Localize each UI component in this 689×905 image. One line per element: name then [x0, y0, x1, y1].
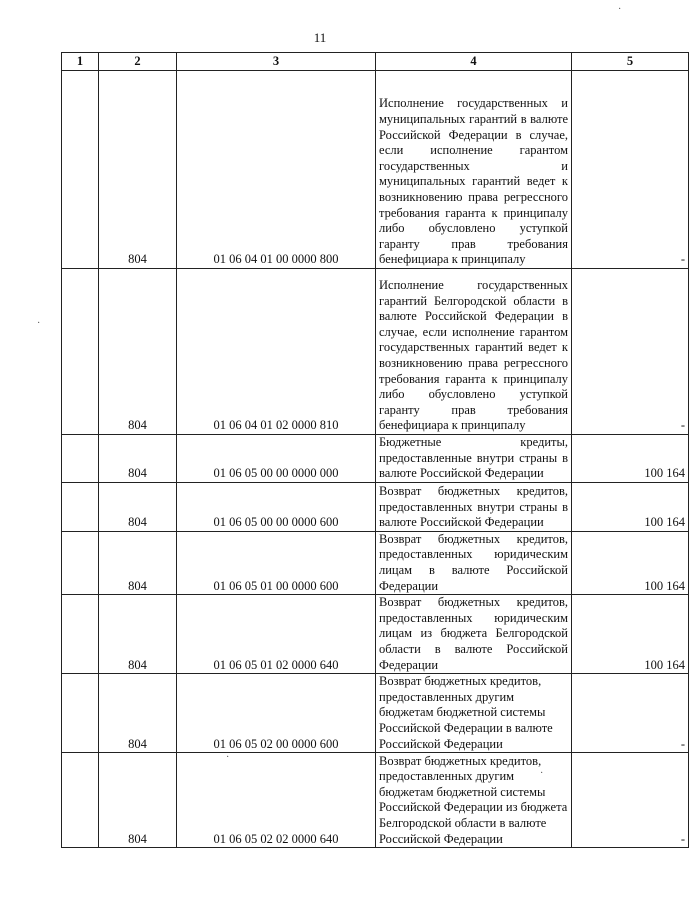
source-description: Исполнение государственных и муниципальных гарантий в валюте Российской Федерации в случае, если исполнение гарантом государственных и муниципальных гарантий ведет к возникновению права регрессного требования гаранта к принципалу либо обусловлено уступкой гаранту прав требования бенефициара к принципалу: [376, 71, 572, 269]
budget-classification-code: 01 06 05 01 02 0000 640: [177, 595, 376, 674]
amount: 100 164: [572, 531, 689, 594]
admin-code: 804: [99, 435, 177, 483]
amount: -: [572, 269, 689, 435]
table-row: [62, 71, 689, 269]
source-description: Возврат бюджетных кредитов, предоставленных юридическим лицам из бюджета Белгородской области в валюте Российской Федерации: [376, 595, 572, 674]
amount: -: [572, 674, 689, 753]
scan-speck: ·: [226, 752, 230, 763]
source-description: Возврат бюджетных кредитов, предоставленных другим бюджетам бюджетной системы Российской Федерации из бюджета Белгородской области в валюте Российской Федерации: [376, 753, 572, 848]
admin-code: 804: [99, 753, 177, 848]
admin-code: 804: [99, 482, 177, 531]
source-description: Бюджетные кредиты, предоставленные внутри страны в валюте Российской Федерации: [376, 435, 572, 483]
row-col1: [62, 753, 99, 848]
amount: 100 164: [572, 482, 689, 531]
admin-code: 804: [99, 595, 177, 674]
column-header-2: 2: [99, 53, 177, 71]
admin-code: 804: [99, 674, 177, 753]
column-header-5: 5: [572, 53, 689, 71]
scan-speck: ·: [618, 4, 622, 15]
table-row: [62, 753, 689, 848]
source-description: Возврат бюджетных кредитов, предоставленных внутри страны в валюте Российской Федерации: [376, 482, 572, 531]
budget-classification-code: 01 06 05 01 00 0000 600: [177, 531, 376, 594]
budget-classification-code: 01 06 05 00 00 0000 600: [177, 482, 376, 531]
column-header-3: 3: [177, 53, 376, 71]
amount: 100 164: [572, 595, 689, 674]
header-row: [62, 53, 689, 71]
column-header-1: 1: [62, 53, 99, 71]
budget-classification-code: 01 06 04 01 00 0000 800: [177, 71, 376, 269]
budget-classification-code: 01 06 05 02 02 0000 640: [177, 753, 376, 848]
source-description: Возврат бюджетных кредитов, предоставленных юридическим лицам в валюте Российской Федерации: [376, 531, 572, 594]
table-row: [62, 435, 689, 483]
row-col1: [62, 674, 99, 753]
budget-sources-table: [61, 52, 689, 848]
table-row: [62, 269, 689, 435]
admin-code: 804: [99, 269, 177, 435]
source-description: Исполнение государственных гарантий Белгородской области в валюте Российской Федерации в случае, если исполнение гарантом государственных гарантий ведет к возникновению права регрессного требования гаранта к принципалу либо обусловлено уступкой гаранту прав требования бенефициара к принципалу: [376, 269, 572, 435]
table-row: [62, 531, 689, 594]
page-number: 11: [313, 30, 327, 45]
table-row: [62, 674, 689, 753]
budget-classification-code: 01 06 05 00 00 0000 000: [177, 435, 376, 483]
admin-code: 804: [99, 531, 177, 594]
source-description: Возврат бюджетных кредитов, предоставленных другим бюджетам бюджетной системы Российской Федерации в валюте Российской Федерации: [376, 674, 572, 753]
row-col1: [62, 482, 99, 531]
table-row: [62, 595, 689, 674]
admin-code: 804: [99, 71, 177, 269]
table-row: [62, 482, 689, 531]
budget-classification-code: 01 06 05 02 00 0000 600: [177, 674, 376, 753]
row-col1: [62, 269, 99, 435]
row-col1: [62, 71, 99, 269]
row-col1: [62, 531, 99, 594]
column-header-4: 4: [376, 53, 572, 71]
row-col1: [62, 435, 99, 483]
row-col1: [62, 595, 99, 674]
amount: -: [572, 753, 689, 848]
amount: 100 164: [572, 435, 689, 483]
scan-speck: ·: [37, 318, 41, 329]
amount: -: [572, 71, 689, 269]
budget-classification-code: 01 06 04 01 02 0000 810: [177, 269, 376, 435]
scan-speck: ·: [540, 768, 544, 779]
